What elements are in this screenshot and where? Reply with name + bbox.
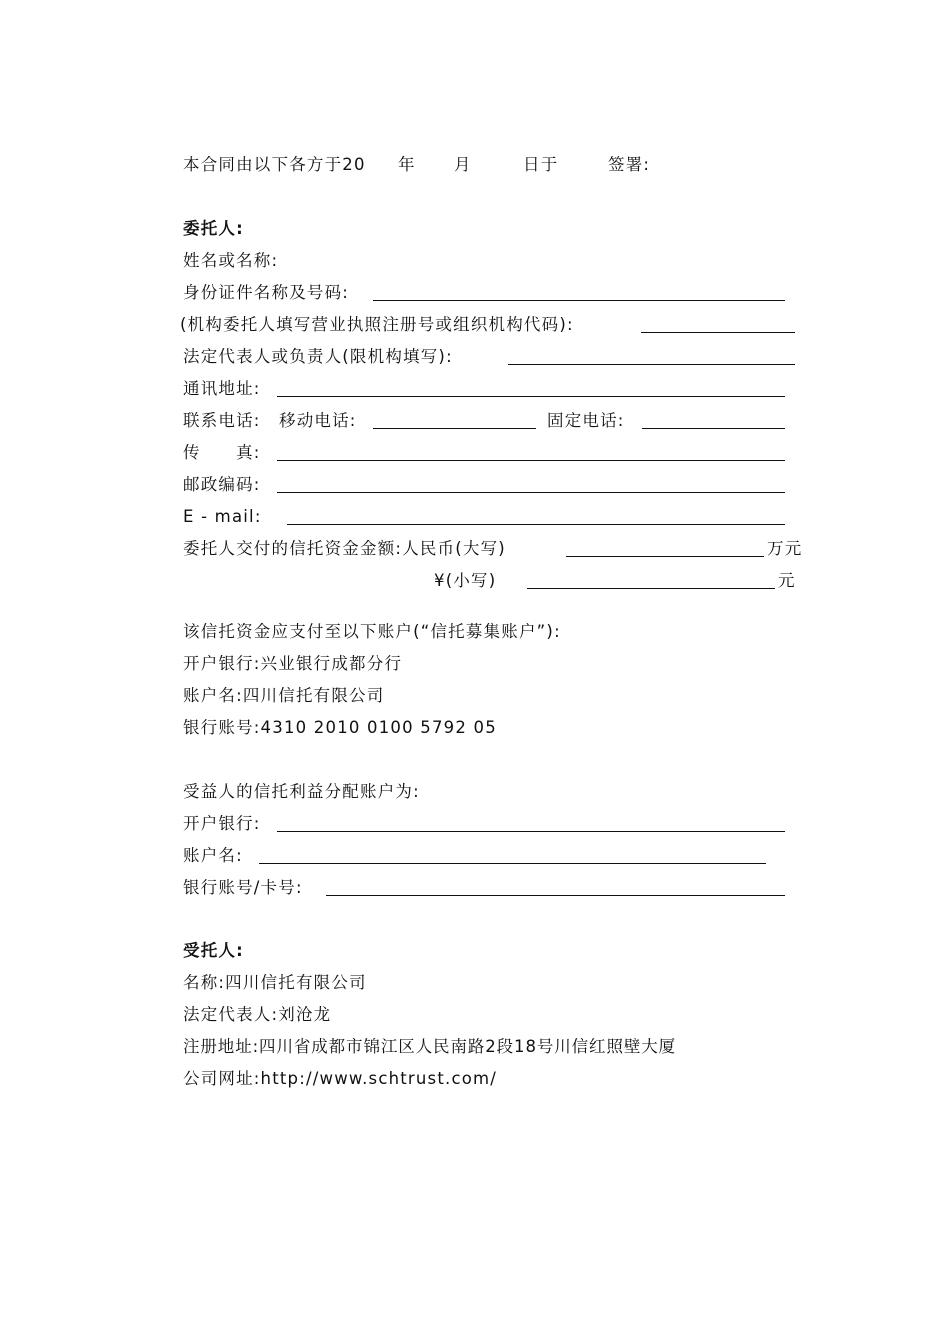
beneficiary-number-field[interactable] — [326, 895, 785, 896]
raise-account-intro: 该信托资金应支付至以下账户(“信托募集账户”): — [183, 622, 561, 641]
trustee-heading: 受托人: — [183, 941, 244, 960]
beneficiary-name-field[interactable] — [259, 863, 766, 864]
principal-fixed-label: 固定电话: — [547, 411, 625, 430]
trustee-website[interactable]: 公司网址:http://www.schtrust.com/ — [183, 1069, 498, 1088]
principal-amount-unit: 万元 — [767, 539, 803, 558]
principal-legal-rep-label: 法定代表人或负责人(限机构填写): — [183, 347, 453, 366]
principal-heading: 委托人: — [183, 219, 244, 238]
principal-org-note: (机构委托人填写营业执照注册号或组织机构代码): — [180, 315, 574, 334]
principal-fax-label: 传 真: — [183, 443, 261, 462]
principal-email-field[interactable] — [287, 524, 785, 525]
principal-fixed-field[interactable] — [642, 428, 785, 429]
principal-address-label: 通讯地址: — [183, 379, 261, 398]
intro-month: 月 — [454, 155, 472, 174]
intro-line — [183, 152, 743, 178]
raise-account-name: 账户名:四川信托有限公司 — [183, 686, 385, 705]
principal-legal-rep-field[interactable] — [508, 364, 795, 365]
trustee-name: 名称:四川信托有限公司 — [183, 973, 367, 992]
intro-prefix: 本合同由以下各方于20 — [183, 155, 366, 174]
principal-name-label: 姓名或名称: — [183, 251, 279, 270]
beneficiary-account-intro: 受益人的信托利益分配账户为: — [183, 782, 420, 801]
intro-sign: 签署: — [608, 155, 651, 174]
principal-amount-label: 委托人交付的信托资金金额:人民币(大写) — [183, 539, 506, 558]
raise-account-bank: 开户银行:兴业银行成都分行 — [183, 654, 403, 673]
principal-postcode-field[interactable] — [277, 492, 785, 493]
principal-org-code-field[interactable] — [641, 332, 795, 333]
principal-small-label: ¥(小写) — [434, 571, 497, 590]
beneficiary-name-label: 账户名: — [183, 846, 243, 865]
trustee-address: 注册地址:四川省成都市锦江区人民南路2段18号川信红照壁大厦 — [183, 1037, 677, 1056]
principal-fax-field[interactable] — [277, 460, 785, 461]
beneficiary-bank-field[interactable] — [277, 831, 785, 832]
principal-phone-label: 联系电话: — [183, 411, 261, 430]
raise-account-number: 银行账号:4310 2010 0100 5792 05 — [183, 718, 497, 737]
beneficiary-number-label: 银行账号/卡号: — [183, 878, 303, 897]
principal-amount-capital-field[interactable] — [566, 556, 764, 557]
intro-year: 年 — [398, 155, 416, 174]
intro-day: 日于 — [523, 155, 559, 174]
trustee-legal-rep: 法定代表人:刘沧龙 — [183, 1005, 332, 1024]
principal-small-unit: 元 — [778, 571, 796, 590]
principal-postcode-label: 邮政编码: — [183, 475, 261, 494]
principal-id-label: 身份证件名称及号码: — [183, 283, 350, 302]
beneficiary-bank-label: 开户银行: — [183, 814, 261, 833]
principal-mobile-field[interactable] — [373, 428, 536, 429]
principal-id-field[interactable] — [373, 300, 785, 301]
principal-mobile-label: 移动电话: — [279, 411, 357, 430]
principal-address-field[interactable] — [277, 396, 785, 397]
principal-phone-line — [183, 408, 783, 434]
principal-email-label: E - mail: — [183, 507, 262, 526]
principal-amount-small-field[interactable] — [527, 588, 775, 589]
